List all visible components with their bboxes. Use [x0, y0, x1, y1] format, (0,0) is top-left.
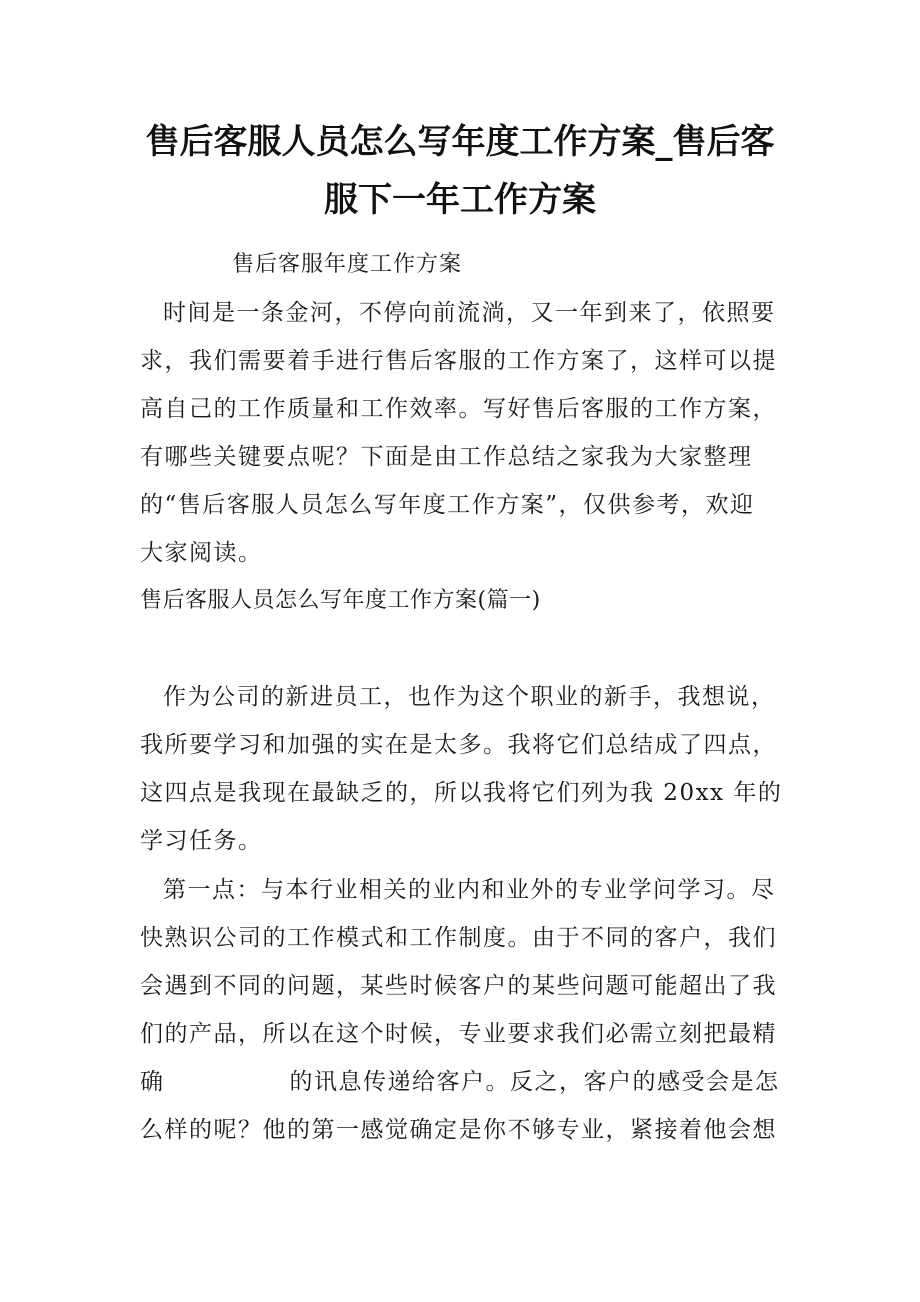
paragraph-line: 么样的呢？他的第一感觉确定是你不够专业，紧接着他会想 — [140, 1117, 777, 1143]
paragraph-line: 作为公司的新进员工，也作为这个职业的新手，我想说， — [163, 684, 776, 710]
intro-line: 有哪些关键要点呢？下面是由工作总结之家我为大家整理 — [140, 444, 753, 470]
paragraph-line-with-gap — [140, 1062, 790, 1102]
paragraph-line: 我所要学习和加强的实在是太多。我将它们总结成了四点， — [140, 732, 777, 758]
gap-line-right: 的讯息传递给客户。反之，客户的感受会是怎 — [289, 1069, 780, 1095]
intro-line: 的“售后客服人员怎么写年度工作方案”，仅供参考，欢迎 — [140, 492, 755, 518]
paragraph-line: 这四点是我现在最缺乏的，所以我将它们列为我 20xx 年的 — [140, 780, 783, 806]
section-heading: 售后客服人员怎么写年度工作方案(篇一) — [140, 588, 541, 613]
intro-line: 高自己的工作质量和工作效率。写好售后客服的工作方案， — [140, 396, 777, 422]
document-title-line-1: 售后客服人员怎么写年度工作方案_售后客 — [145, 122, 775, 162]
paragraph-line: 们的产品，所以在这个时候，专业要求我们必需立刻把最精 — [140, 1021, 777, 1047]
intro-line: 大家阅读。 — [140, 540, 263, 566]
gap-line-left: 确 — [140, 1069, 165, 1095]
intro-line: 时间是一条金河，不停向前流淌，又一年到来了，依照要 — [163, 300, 776, 326]
intro-line: 求，我们需要着手进行售后客服的工作方案了，这样可以提 — [140, 348, 777, 374]
paragraph-line: 会遇到不同的问题，某些时候客户的某些问题可能超出了我 — [140, 973, 777, 999]
paragraph-line: 快熟识公司的工作模式和工作制度。由于不同的客户，我们 — [140, 925, 777, 951]
paragraph-line: 学习任务。 — [140, 828, 263, 854]
document-title-line-2: 服下一年工作方案 — [324, 180, 596, 220]
paragraph-line: 第一点：与本行业相关的业内和业外的专业学问学习。尽 — [163, 877, 776, 903]
document-subtitle: 售后客服年度工作方案 — [232, 252, 463, 277]
